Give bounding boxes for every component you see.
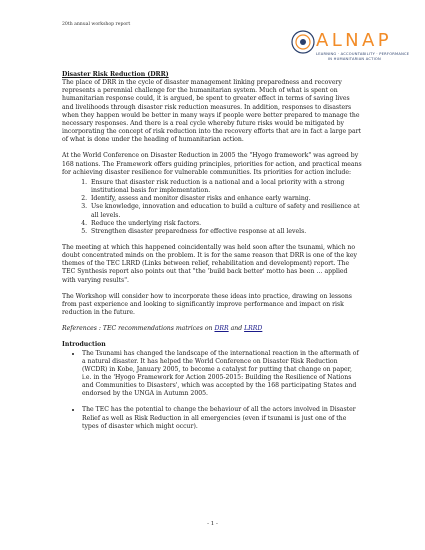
list-item: 4. Reduce the underlying risk factors. <box>89 220 362 228</box>
list-item: • The Tsunami has changed the landscape of the international reaction in the aftermath of a natural disaster. It has helped the World Conference on Disaster Risk Reduction (WCDR) in Kobe, January 2005, to become a catalyst for putting that change on paper, i.e. in the 'Hyogo Framework for Action 2005-2015: Building the Resilience of Nations and Communities to Disasters', which was accepted by the 168 participating States and endorsed by the UNGA in Autumn 2005. <box>82 350 362 399</box>
drr-link[interactable]: DRR <box>214 325 229 333</box>
lrrd-link[interactable]: LRRD <box>244 325 263 333</box>
paragraph-hyogo: At the World Conference on Disaster Reduction in 2005 the "Hyogo framework" was agreed by 168 nations. The Framework offers guiding principles, priorities for action, and practical means for achieving disaster resilience for vulnerable communities. Its priorities for action include: <box>62 152 362 176</box>
paragraph-drr-intro: The place of DRR in the cycle of disaster management linking preparedness and recovery represents a perennial challenge for the humanitarian system. Much of what is spent on humanitarian response could, it is argued, be spent to greater effect in terms of saving lives and livelihoods through disaster risk reduction measures. In addition, responses to disasters when they happen would be better in many ways if people were better prepared to manage the necessary responses. And there is a real cycle whereby future risks would be mitigated by incorporating the concept of risk reduction into the recovery efforts that are in fact a large part of what is done under the heading of humanitarian action. <box>62 79 362 144</box>
list-item: 5. Strengthen disaster preparedness for effective response at all levels. <box>89 228 362 236</box>
logo-tagline-2: IN HUMANITARIAN ACTION <box>328 57 381 61</box>
list-item: • The TEC has the potential to change the behaviour of all the actors involved in Disaster Relief as well as Risk Reduction in all emergencies (even if tsunami is just one of the types of disaster which might occur). <box>82 406 362 430</box>
priorities-list <box>62 179 362 236</box>
alnap-logo-mark-icon <box>290 29 316 55</box>
page-number: - 1 - <box>207 521 218 527</box>
running-header: 20th annual workshop report <box>62 22 131 27</box>
references-and: and <box>228 325 245 333</box>
introduction-list <box>62 350 362 431</box>
document-body <box>62 71 362 439</box>
references-line <box>62 325 362 333</box>
section-title: Disaster Risk Reduction (DRR) <box>62 71 169 78</box>
logo-wordmark: ALNAP <box>316 30 392 51</box>
alnap-logo <box>290 29 410 67</box>
references-label: References : TEC recommendations matrices on <box>62 325 215 333</box>
paragraph-workshop: The Workshop will consider how to incorporate these ideas into practice, drawing on lessons from past experience and looking to significantly improve performance and impact on risk reduction in the future. <box>62 292 352 317</box>
paragraph-tsunami-meeting: The meeting at which this happened coincidentally was held soon after the tsunami, which no doubt concentrated minds on the problem. It is for the same reason that DRR is one of the key themes of the TEC LRRD (Links between relief, rehabilitation and development) report. The TEC Synthesis report also points out that "the 'build back better' motto has been … applied with varying results". <box>62 243 357 284</box>
logo-tagline: LEARNING · ACCOUNTABILITY · PERFORMANCE <box>316 52 410 56</box>
list-item: 3. Use knowledge, innovation and education to build a culture of safety and resilience at all levels. <box>89 203 362 219</box>
list-item: 2. Identify, assess and monitor disaster risks and enhance early warning. <box>89 195 362 203</box>
introduction-heading: Introduction <box>62 341 106 349</box>
list-item: 1. Ensure that disaster risk reduction is a national and a local priority with a strong institutional basis for implementation. <box>89 179 362 195</box>
